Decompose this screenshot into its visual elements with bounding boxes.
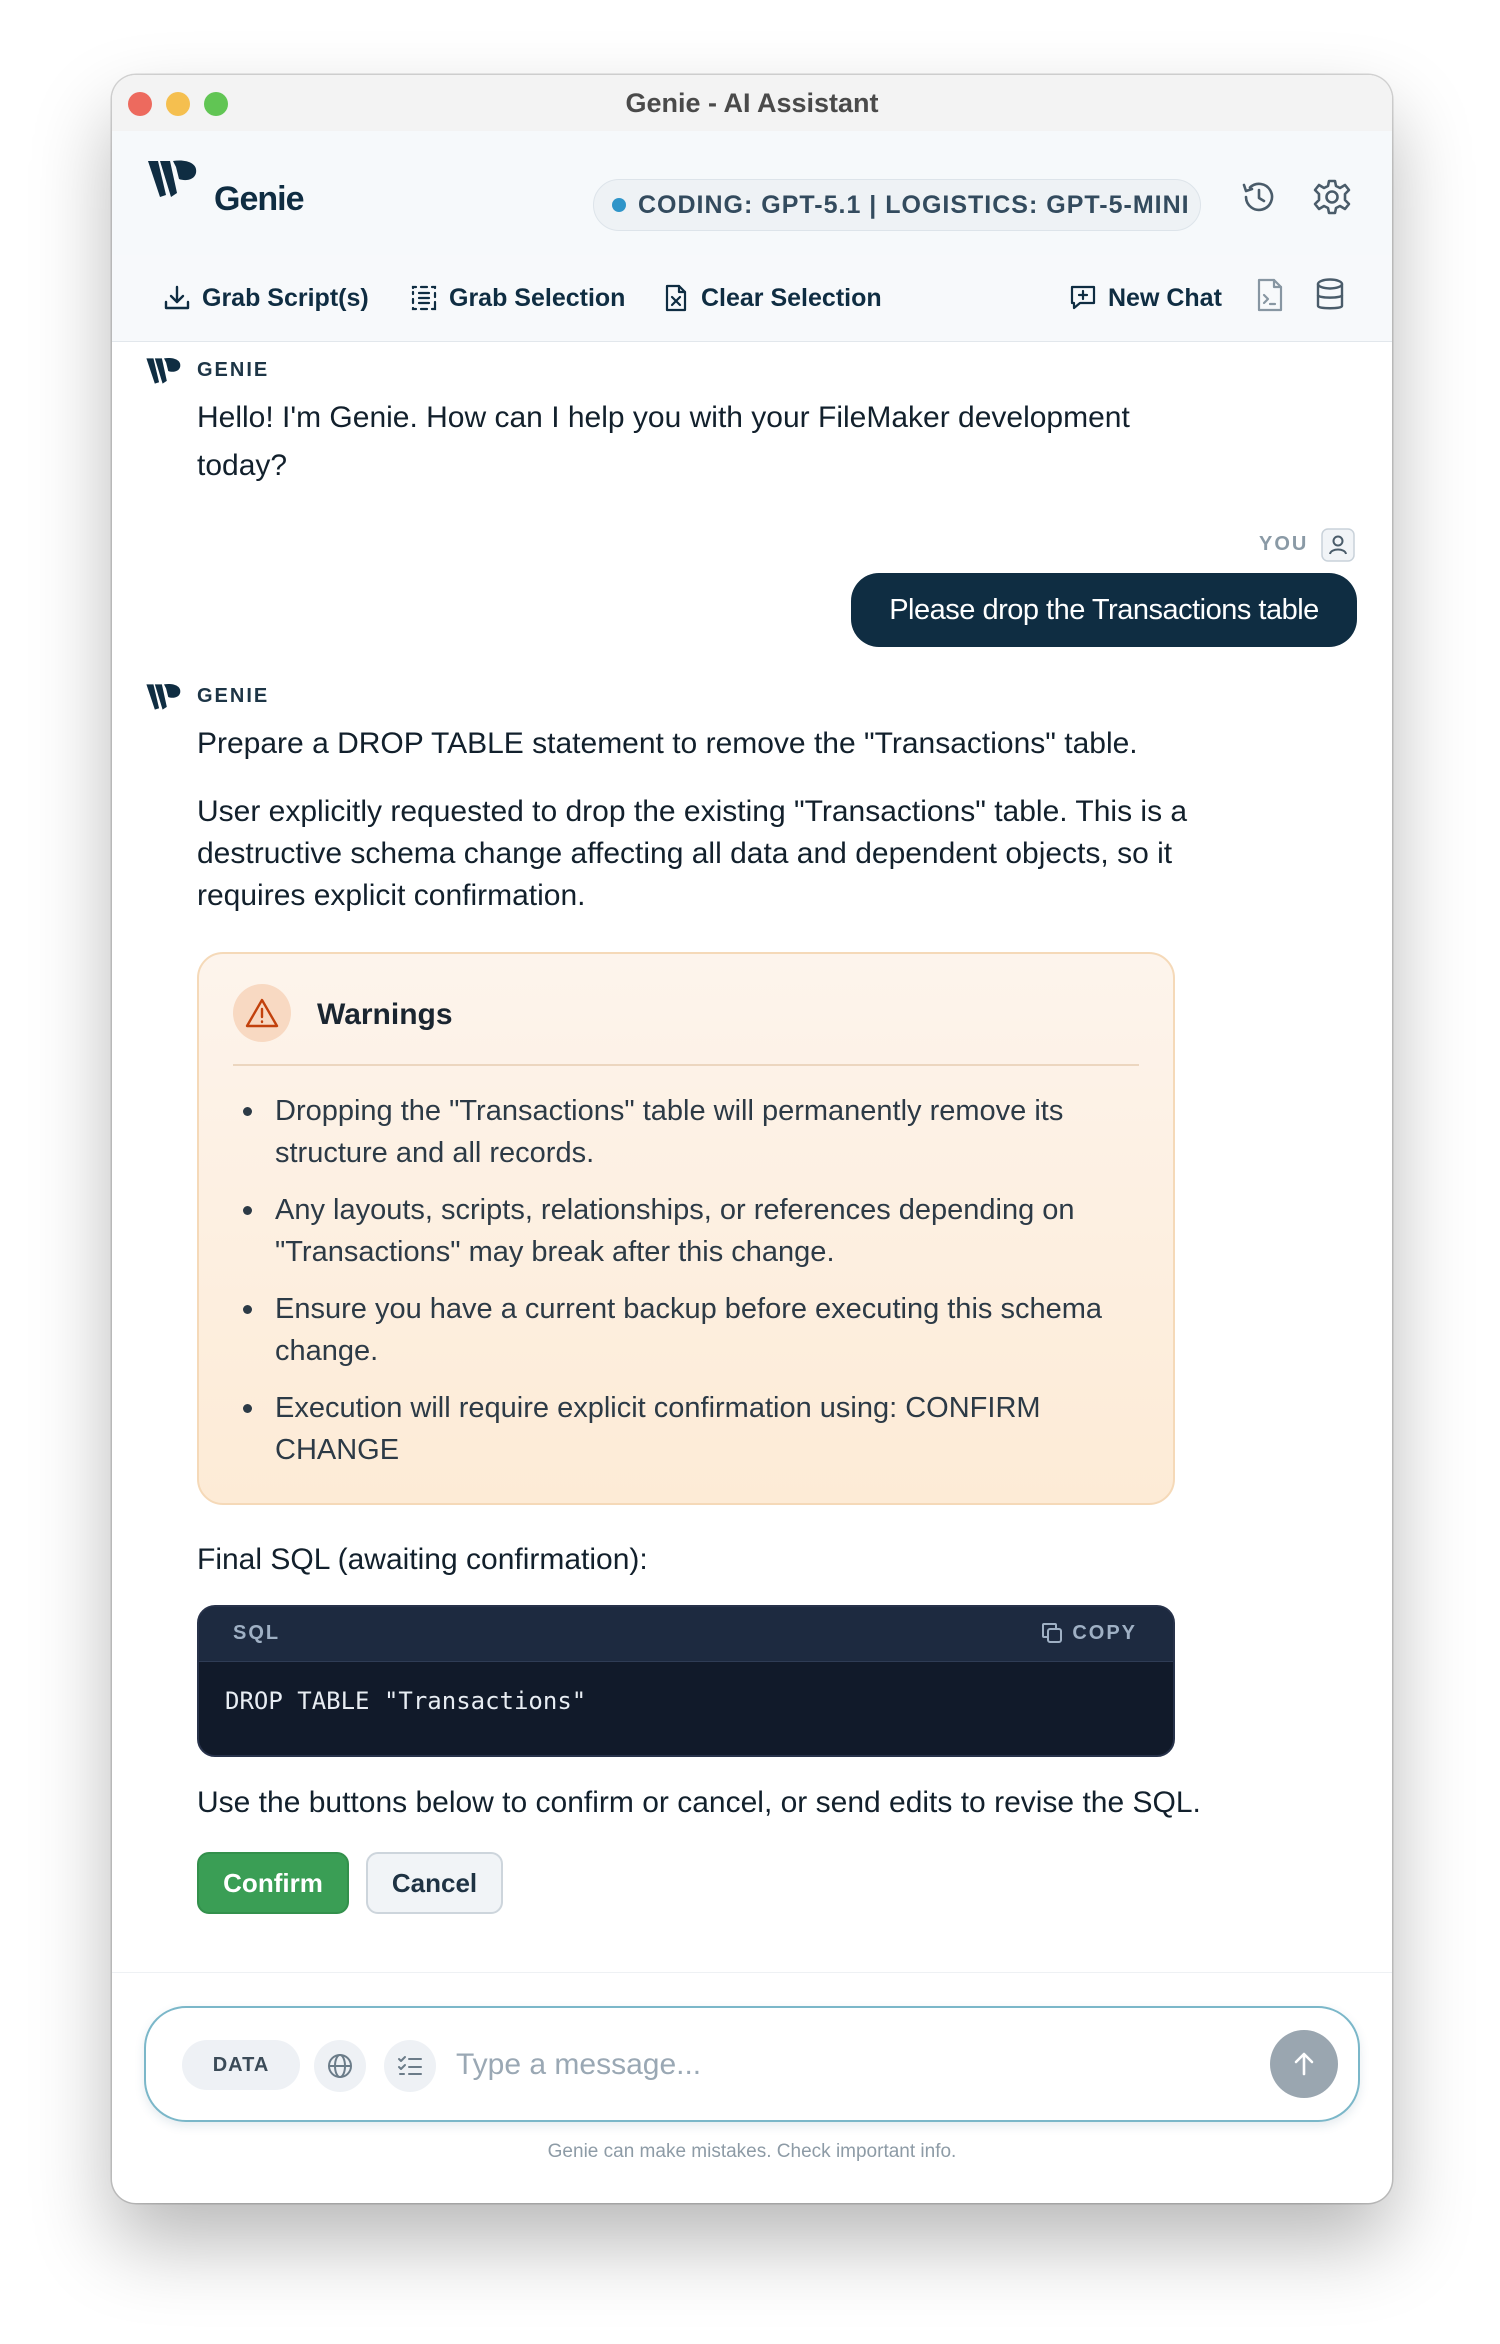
model-selector-label: CODING: GPT-5.1 | LOGISTICS: GPT-5-MINI [638, 190, 1190, 219]
message-input[interactable] [454, 2034, 1158, 2096]
confirm-button[interactable]: Confirm [197, 1852, 349, 1914]
clear-selection-button[interactable] [661, 273, 882, 323]
clear-selection-label: Clear Selection [701, 283, 882, 312]
minimize-window-button[interactable] [166, 92, 190, 116]
gear-icon[interactable] [1312, 177, 1352, 217]
file-script-icon[interactable] [1254, 277, 1286, 313]
app-window [112, 75, 1392, 2203]
cancel-button[interactable]: Cancel [366, 1852, 503, 1914]
grab-scripts-label: Grab Script(s) [202, 283, 369, 312]
title-bar [112, 75, 1392, 131]
checklist-icon [395, 2051, 425, 2081]
warnings-divider [233, 1064, 1139, 1066]
assistant-label: GENIE [197, 359, 270, 381]
genie-logo-icon [146, 157, 200, 201]
warning-line: Dropping the "Transactions" table will permanently remove its [275, 1095, 1064, 1127]
user-label: YOU [1259, 533, 1309, 555]
final-sql-label: Final SQL (awaiting confirmation): [197, 1543, 648, 1576]
warning-line: change. [275, 1335, 379, 1367]
composer-divider [112, 1972, 1392, 1973]
globe-icon [325, 2051, 355, 2081]
warning-triangle-icon [245, 997, 279, 1029]
history-icon[interactable] [1239, 177, 1279, 217]
message-line: today? [197, 449, 288, 482]
data-mode-toggle[interactable]: DATA [182, 2040, 300, 2090]
warning-line: "Transactions" may break after this change. [275, 1236, 835, 1268]
chat-plus-icon [1068, 283, 1098, 313]
assistant-rationale [197, 791, 1197, 917]
warning-item [233, 1387, 1133, 1471]
message-line: destructive schema change affecting all data and dependent objects, so it [197, 837, 1173, 870]
disclaimer-text: Genie can make mistakes. Check important info. [547, 2141, 957, 2162]
sql-code-block [197, 1605, 1175, 1757]
assistant-label: GENIE [197, 685, 270, 707]
new-chat-button[interactable] [1068, 273, 1222, 323]
brand-name: Genie [214, 180, 304, 218]
warning-line: structure and all records. [275, 1137, 595, 1169]
checklist-button[interactable] [384, 2040, 436, 2092]
zoom-window-button[interactable] [204, 92, 228, 116]
instructions-text: Use the buttons below to confirm or cancel, or send edits to revise the SQL. [197, 1786, 1201, 1819]
message-composer [144, 2006, 1360, 2122]
copy-label: COPY [1072, 1621, 1137, 1644]
warning-line: Any layouts, scripts, relationships, or references depending on [275, 1194, 1075, 1226]
window-title: Genie - AI Assistant [625, 87, 879, 118]
genie-avatar-icon [145, 355, 183, 387]
warning-line: Execution will require explicit confirmation using: CONFIRM [275, 1392, 1041, 1424]
send-button[interactable] [1270, 2030, 1338, 2098]
sql-code-content: DROP TABLE "Transactions" [225, 1687, 587, 1715]
model-selector[interactable] [593, 179, 1201, 231]
code-language-label: SQL [233, 1622, 281, 1644]
user-avatar-icon [1321, 528, 1355, 562]
message-line: requires explicit confirmation. [197, 879, 586, 912]
code-header [199, 1607, 1173, 1662]
warnings-title: Warnings [317, 998, 453, 1031]
warnings-list [233, 1090, 1133, 1486]
copy-code-button[interactable] [1040, 1621, 1137, 1645]
close-window-button[interactable] [128, 92, 152, 116]
copy-icon [1040, 1621, 1064, 1645]
warning-item [233, 1288, 1133, 1372]
grab-scripts-button[interactable] [162, 273, 369, 323]
warning-item [233, 1189, 1133, 1273]
warnings-panel [197, 952, 1175, 1505]
file-x-icon [661, 283, 691, 313]
warning-line: CHANGE [275, 1434, 400, 1466]
list-select-icon [409, 283, 439, 313]
assistant-summary: Prepare a DROP TABLE statement to remove the "Transactions" table. [197, 727, 1138, 760]
warning-line: Ensure you have a current backup before executing this schema [275, 1293, 1102, 1325]
web-search-button[interactable] [314, 2040, 366, 2092]
grab-selection-label: Grab Selection [449, 283, 626, 312]
database-icon[interactable] [1313, 277, 1347, 313]
message-line: User explicitly requested to drop the existing "Transactions" table. This is a [197, 795, 1188, 828]
download-icon [162, 283, 192, 313]
toolbar [112, 255, 1392, 342]
grab-selection-button[interactable] [409, 273, 625, 323]
message-line: Hello! I'm Genie. How can I help you with your FileMaker development [197, 401, 1130, 434]
warning-item [233, 1090, 1133, 1174]
model-status-dot [612, 198, 626, 212]
warning-icon-badge [233, 984, 291, 1042]
user-message-bubble: Please drop the Transactions table [851, 573, 1357, 647]
arrow-up-icon [1289, 2049, 1319, 2079]
assistant-message [197, 397, 1197, 487]
genie-avatar-icon [145, 681, 183, 713]
new-chat-label: New Chat [1108, 283, 1222, 312]
